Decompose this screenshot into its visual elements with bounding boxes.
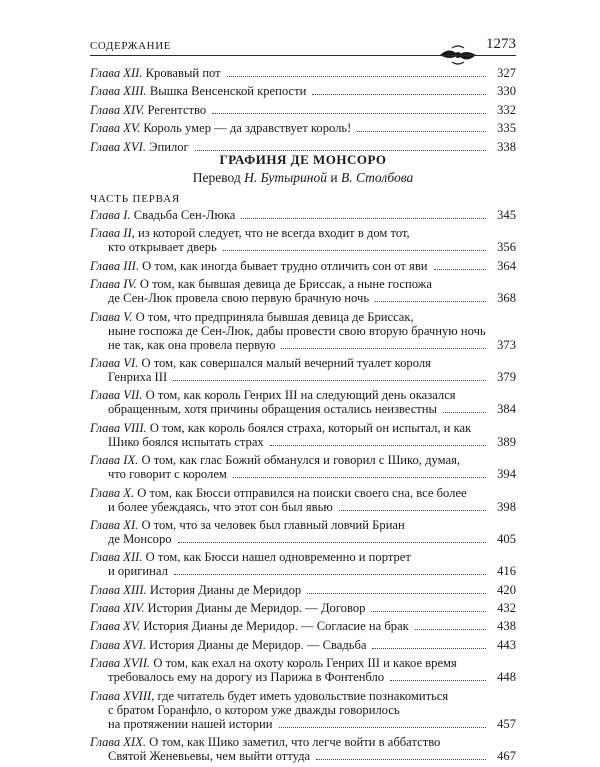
chapter-title: О том, как король Генрих III на следующий день оказался	[145, 388, 456, 403]
chapter-label: Глава VI.	[90, 355, 139, 370]
page-ref: 330	[497, 84, 516, 99]
toc-entry-line	[90, 486, 516, 500]
toc-entry-last-line	[90, 84, 516, 98]
chapter-label: Глава XVII.	[90, 656, 151, 671]
toc-entry-line	[90, 421, 516, 435]
chapter-label: Глава I.	[90, 208, 131, 222]
chapter-title: Регентство	[147, 102, 207, 117]
toc-entry-text	[108, 291, 369, 305]
toc-entry	[90, 619, 516, 633]
chapter-label: Глава XI.	[90, 517, 139, 532]
dot-leader	[415, 629, 486, 630]
chapter-title: Генриха III	[108, 369, 168, 384]
toc-entry-last-line	[90, 638, 516, 652]
dot-leader	[178, 542, 486, 543]
toc-entry-line	[90, 689, 516, 703]
chapter-label: Глава V.	[90, 309, 133, 324]
dot-leader	[443, 412, 486, 413]
chapter-label: Глава IX.	[90, 453, 139, 468]
chapter-title: кто открывает дверь	[108, 240, 217, 255]
chapter-label: Глава II,	[90, 226, 135, 241]
chapter-label: Глава III.	[90, 258, 139, 273]
chapter-title: где читатель будет иметь удовольствие познакомиться	[157, 688, 449, 703]
toc-entry-text	[90, 103, 206, 117]
translator-prefix: Перевод	[192, 170, 241, 185]
translator-2: В. Столбова	[340, 170, 414, 185]
toc-entry-last-line	[90, 583, 516, 597]
toc-entry	[90, 84, 516, 98]
dot-leader	[371, 611, 486, 612]
page-ref: 368	[497, 291, 516, 306]
toc-entry-last-line	[90, 467, 516, 481]
page-ref: 338	[497, 139, 516, 154]
chapter-title: Шико боялся испытать страх	[108, 434, 264, 449]
toc-entry-text	[108, 532, 172, 546]
toc-entry	[90, 486, 516, 514]
chapter-label: Глава XVIII,	[90, 688, 155, 703]
toc-entry	[90, 656, 516, 684]
chapter-label: Глава VII.	[90, 388, 143, 403]
dot-leader	[174, 574, 486, 575]
toc-entry	[90, 518, 516, 546]
toc-entry	[90, 583, 516, 597]
header-rule	[90, 55, 516, 56]
chapter-title: О том, как Бюсси нашел одновременно и портрет	[145, 550, 411, 565]
toc-entry	[90, 689, 516, 731]
toc-entry-text	[108, 370, 167, 384]
chapter-label: Глава XIII.	[90, 582, 147, 597]
dot-leader	[227, 76, 486, 77]
dot-leader	[339, 510, 486, 511]
toc-entry-last-line	[90, 338, 516, 352]
toc-entry-last-line	[90, 240, 516, 254]
toc-entry-line	[90, 226, 516, 240]
translator-line	[90, 170, 516, 186]
toc-entry-line	[90, 453, 516, 467]
toc-entry-last-line	[90, 103, 516, 117]
toc-entry-last-line	[90, 435, 516, 449]
toc-entry	[90, 226, 516, 254]
chapter-title: требовалось ему на дорогу из Парижа в Фонтенбло	[108, 670, 385, 685]
dot-leader	[312, 94, 486, 95]
toc-entry-text	[90, 619, 409, 633]
chapter-title: О том, как совершался малый вечерний туалет короля	[141, 355, 431, 370]
toc-entry-line	[90, 356, 516, 370]
toc-entry-text	[108, 240, 217, 254]
toc-entry	[90, 259, 516, 273]
dot-leader	[357, 131, 486, 132]
chapter-title: Кровавый пот	[145, 66, 221, 80]
toc-entry-text	[108, 564, 168, 578]
chapter-label: Глава XII.	[90, 550, 143, 565]
page-ref: 432	[497, 601, 516, 616]
chapter-title: История Дианы де Меридор. — Согласие на брак	[143, 619, 409, 634]
toc-entry-text	[108, 338, 275, 352]
page-ref: 457	[497, 716, 516, 731]
page-ref: 467	[497, 749, 516, 764]
toc-entry	[90, 638, 516, 652]
toc-entry	[90, 103, 516, 117]
dot-leader	[279, 727, 486, 728]
chapter-title: О том, как Бюсси отправился на поиски своего сна, все более	[137, 485, 467, 500]
chapter-title: что говорит с королем	[108, 467, 227, 482]
toc-previous-book	[90, 66, 516, 158]
dot-leader	[212, 113, 486, 114]
chapter-title: из которой следует, что не всегда входит в дом тот,	[137, 226, 410, 241]
dot-leader	[195, 150, 486, 151]
page-ref: 327	[497, 66, 516, 80]
toc-entry-last-line	[90, 601, 516, 615]
dot-leader	[390, 680, 486, 681]
translator-join: и	[330, 170, 338, 185]
page-ref: 345	[497, 208, 516, 222]
chapter-label: Глава XII.	[90, 66, 143, 80]
chapter-title: История Дианы де Меридор	[149, 582, 302, 597]
toc-entry-line	[90, 703, 516, 717]
chapter-label: Глава XVI.	[90, 637, 146, 652]
toc-entry-line	[90, 550, 516, 564]
toc-entry-text	[90, 121, 351, 135]
page-ref: 394	[497, 467, 516, 482]
dot-leader	[233, 477, 486, 478]
chapter-title: О том, что предприняла бывшая девица де Бриссак,	[135, 309, 414, 324]
toc-entry-last-line	[90, 402, 516, 416]
chapter-title: О том, как бывшая девица де Бриссак, а ныне госпожа	[139, 277, 432, 292]
chapter-label: Глава XIV.	[90, 102, 145, 117]
chapter-title: Святой Женевьевы, чем выйти оттуда	[108, 749, 311, 764]
dot-leader	[375, 301, 486, 302]
page-ref: 356	[497, 240, 516, 255]
chapter-title: О том, как ехал на охоту король Генрих III и какое время	[153, 656, 457, 671]
chapter-label: Глава XIV.	[90, 601, 145, 616]
chapter-title: О том, как глас Божий обманулся и говорил с Шико, думая,	[141, 453, 461, 468]
page-ref: 405	[497, 531, 516, 546]
dot-leader	[434, 269, 486, 270]
toc-entry	[90, 66, 516, 80]
toc-entry	[90, 421, 516, 449]
chapter-label: Глава XIX.	[90, 735, 146, 750]
chapter-title: О том, как король боялся страха, который он испытал, и как	[149, 420, 472, 435]
chapter-title: Эпилог	[149, 139, 189, 154]
toc-entry-line	[90, 310, 516, 324]
dot-leader	[173, 380, 486, 381]
chapter-title: не так, как она провела первую	[108, 337, 276, 352]
toc-entry-last-line	[90, 564, 516, 578]
toc-entry-line	[90, 324, 516, 338]
chapter-title: О том, как Шико заметил, что легче войти в аббатство	[149, 735, 441, 750]
toc-entry-line	[90, 735, 516, 749]
toc-entry-text	[108, 435, 264, 449]
toc-entry-text	[108, 500, 333, 514]
chapter-title: на протяжении нашей истории	[108, 716, 273, 731]
toc-entry-last-line	[90, 208, 516, 222]
page-number: 1273	[486, 36, 516, 52]
toc-entry-last-line	[90, 749, 516, 763]
dot-leader	[316, 759, 486, 760]
part-heading: ЧАСТЬ ПЕРВАЯ	[90, 193, 180, 205]
toc-entry-line	[90, 388, 516, 402]
book-title: ГРАФИНЯ ДЕ МОНСОРО	[219, 152, 387, 167]
toc-entry	[90, 735, 516, 763]
dot-leader	[281, 348, 486, 349]
toc-entry-last-line	[90, 66, 516, 80]
dot-leader	[372, 648, 486, 649]
toc-entry	[90, 277, 516, 305]
chapter-title: История Дианы де Меридор. — Договор	[147, 601, 366, 616]
dot-leader	[223, 250, 486, 251]
page-ref: 379	[497, 369, 516, 384]
toc-entry-last-line	[90, 619, 516, 633]
chapter-title: обращенным, хотя причины обращения остались неизвестны	[108, 402, 437, 417]
toc-entry-text	[90, 84, 306, 98]
chapter-title: де Монсоро	[108, 531, 172, 546]
toc-entry	[90, 356, 516, 384]
chapter-title: Вышка Венсенской крепости	[149, 84, 307, 99]
chapter-label: Глава VIII.	[90, 420, 147, 435]
toc-entry-line	[90, 277, 516, 291]
toc-entry-last-line	[90, 717, 516, 731]
toc-entry-last-line	[90, 259, 516, 273]
toc-entry-text	[108, 717, 273, 731]
chapter-title: Король умер — да здравствует король!	[143, 121, 352, 136]
toc-entry-last-line	[90, 121, 516, 135]
toc-entry	[90, 121, 516, 135]
page-ref: 364	[497, 258, 516, 273]
toc-entry-last-line	[90, 532, 516, 546]
dot-leader	[241, 218, 486, 219]
chapter-label: Глава IV.	[90, 277, 137, 292]
toc-entry-text	[90, 66, 221, 80]
page-ref: 448	[497, 670, 516, 685]
chapter-label: Глава XIII.	[90, 84, 147, 99]
toc-entry	[90, 601, 516, 615]
toc-entry-text	[90, 601, 365, 615]
toc-entry	[90, 550, 516, 578]
toc-entry-text	[90, 208, 235, 222]
chapter-title: История Дианы де Меридор. — Свадьба	[149, 637, 367, 652]
toc-entry-line	[90, 656, 516, 670]
chapter-title: О том, как иногда бывает трудно отличить сон от яви	[142, 258, 428, 273]
toc-entry-text	[108, 670, 384, 684]
toc-entry-last-line	[90, 370, 516, 384]
chapter-label: Глава XV.	[90, 121, 141, 136]
page-ref: 373	[497, 337, 516, 352]
toc-entry	[90, 453, 516, 481]
toc-entry	[90, 310, 516, 352]
toc-entry-text	[108, 467, 227, 481]
page-ref: 398	[497, 499, 516, 514]
page-ref: 389	[497, 434, 516, 449]
chapter-title: Свадьба Сен-Люка	[133, 208, 236, 222]
chapter-title: и оригинал	[108, 564, 168, 579]
chapter-label: Глава XV.	[90, 619, 141, 634]
toc-entry-last-line	[90, 670, 516, 684]
toc-entry-text	[90, 259, 428, 273]
toc-entry-text	[108, 402, 437, 416]
page-ref: 420	[497, 582, 516, 597]
dot-leader	[270, 445, 486, 446]
toc-entry-last-line	[90, 500, 516, 514]
toc-entry	[90, 208, 516, 222]
page-ref: 416	[497, 564, 516, 579]
chapter-title: с братом Горанфло, о котором уже дважды говорилось	[108, 702, 400, 717]
toc-main	[90, 208, 516, 767]
page-ref: 332	[497, 102, 516, 117]
page-ref: 443	[497, 637, 516, 652]
toc-entry-text	[90, 638, 366, 652]
page-ref: 384	[497, 402, 516, 417]
toc-entry-text	[108, 749, 310, 763]
page-ref: 335	[497, 121, 516, 136]
toc-entry-text	[90, 583, 301, 597]
toc-entry-last-line	[90, 291, 516, 305]
chapter-title: де Сен-Люк провела свою первую брачную ночь	[108, 291, 370, 306]
chapter-title: ныне госпожа де Сен-Люк, дабы провести свою вторую брачную ночь	[108, 323, 486, 338]
toc-entry	[90, 388, 516, 416]
translator-1: Н. Бутыриной	[244, 170, 327, 185]
dot-leader	[307, 593, 486, 594]
page-ref: 438	[497, 619, 516, 634]
chapter-title: О том, что за человек был главный ловчий Бриан	[141, 517, 405, 532]
chapter-label: Глава XVI.	[90, 139, 146, 154]
book-heading	[90, 152, 516, 186]
running-head: СОДЕРЖАНИЕ	[90, 40, 172, 52]
chapter-title: и более убеждаясь, что этот сон был явью	[108, 499, 333, 514]
chapter-label: Глава X.	[90, 485, 135, 500]
toc-entry-line	[90, 518, 516, 532]
